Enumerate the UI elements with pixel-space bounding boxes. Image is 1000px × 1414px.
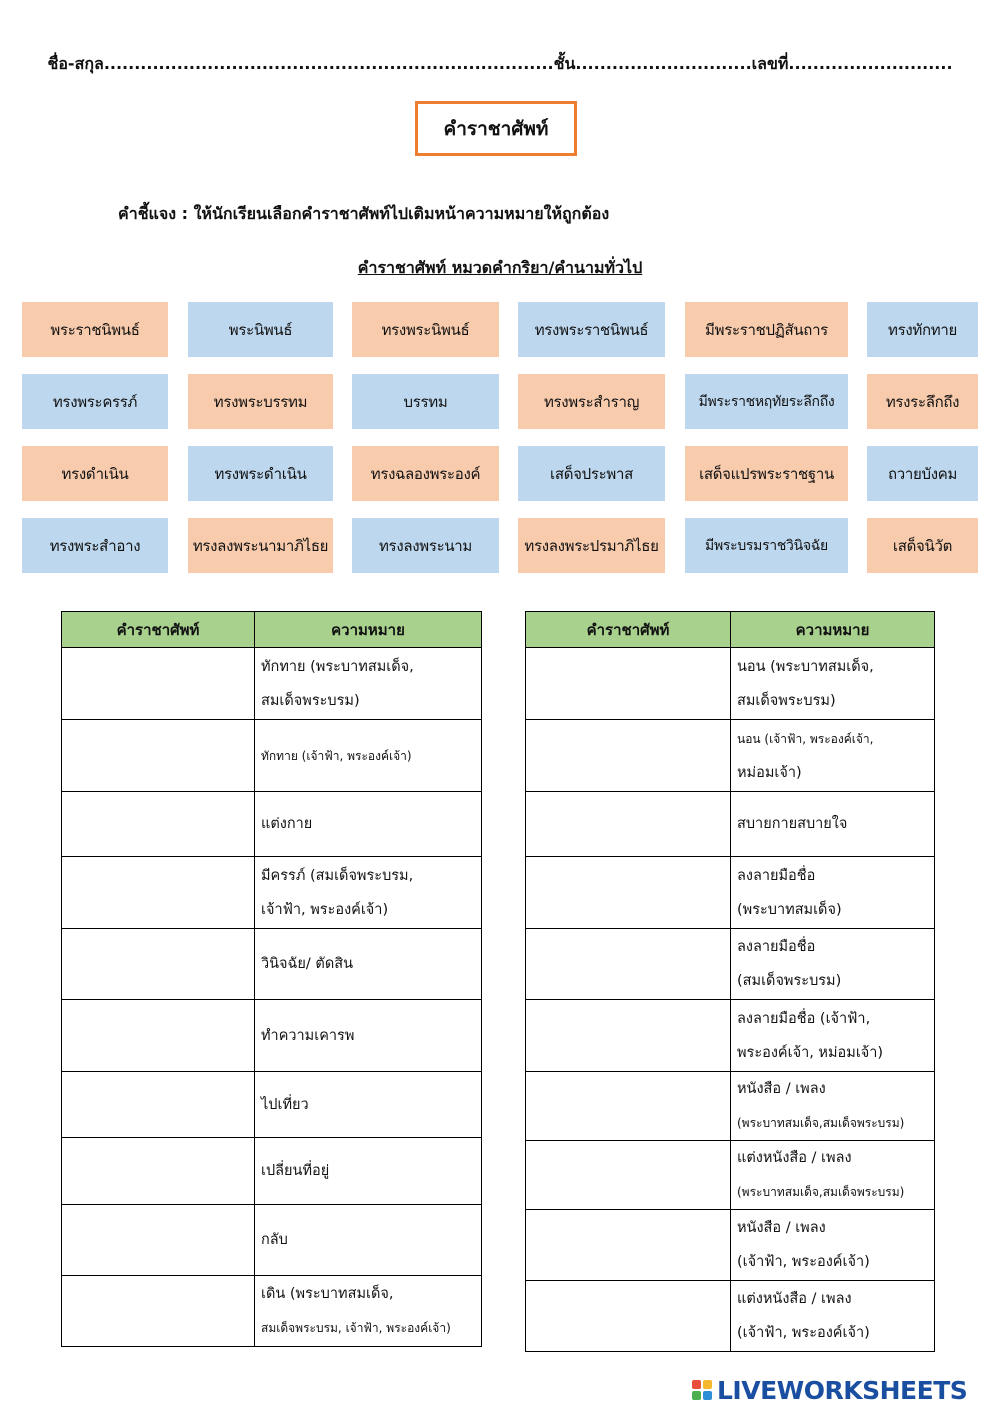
answer-drop-cell[interactable] (62, 1000, 255, 1072)
column-header-meaning: ความหมาย (731, 612, 935, 648)
meaning-line: เจ้าฟ้า, พระองค์เจ้า) (261, 901, 389, 918)
meaning-line: หนังสือ / เพลง (737, 1220, 826, 1236)
meaning-line: (พระบาทสมเด็จ,สมเด็จพระบรม) (737, 1116, 905, 1130)
meaning-line: สมเด็จพระบรม, เจ้าฟ้า, พระองค์เจ้า) (261, 1321, 451, 1335)
meaning-line: (เจ้าฟ้า, พระองค์เจ้า) (737, 1325, 870, 1341)
answer-drop-cell[interactable] (62, 1205, 255, 1276)
meaning-cell (255, 1000, 482, 1072)
meaning-cell (255, 1276, 482, 1347)
answer-drop-cell[interactable] (62, 1138, 255, 1205)
instruction-text: คำชี้แจง : ให้นักเรียนเลือกคำราชาศัพท์ไปเติมหน้าความหมายให้ถูกต้อง (118, 204, 610, 223)
liveworksheets-logo (692, 1374, 992, 1406)
table-row (526, 720, 935, 792)
word-card[interactable]: ทรงพระครรภ์ (22, 374, 168, 429)
meaning-line: เปลี่ยนที่อยู่ (261, 1163, 330, 1179)
meaning-line: แต่งหนังสือ / เพลง (737, 1291, 852, 1307)
table-row (62, 720, 482, 792)
meaning-line: สมเด็จพระบรม) (737, 692, 836, 709)
word-card[interactable]: ทรงระลึกถึง (867, 374, 978, 429)
word-card[interactable]: ทรงพระนิพนธ์ (352, 302, 499, 357)
answer-drop-cell[interactable] (526, 929, 731, 1000)
page-title: คำราชาศัพท์ (415, 101, 577, 156)
meaning-line: ไปเที่ยว (261, 1096, 309, 1113)
answer-drop-cell[interactable] (526, 792, 731, 857)
answer-drop-cell[interactable] (62, 1276, 255, 1347)
column-header-meaning: ความหมาย (255, 612, 482, 648)
meaning-cell (255, 720, 482, 792)
meaning-line: ลงลายมือชื่อ (737, 867, 816, 884)
answer-drop-cell[interactable] (526, 1281, 731, 1352)
table-row (526, 792, 935, 857)
word-card[interactable]: ถวายบังคม (867, 446, 978, 501)
meaning-line: วินิจฉัย/ ตัดสิน (261, 956, 354, 972)
word-card[interactable]: มีพระราชปฏิสันถาร (685, 302, 848, 357)
meaning-cell (731, 1281, 935, 1352)
section-subtitle: คำราชาศัพท์ หมวดคำกริยา/คำนามทั่วไป (357, 258, 643, 277)
word-card[interactable]: ทรงพระบรรทม (188, 374, 333, 429)
table-row (526, 929, 935, 1000)
answer-drop-cell[interactable] (62, 648, 255, 720)
meaning-cell (255, 1138, 482, 1205)
table-row (62, 1072, 482, 1138)
column-header-word: คำราชาศัพท์ (526, 612, 731, 648)
word-card[interactable]: พระนิพนธ์ (188, 302, 333, 357)
column-header-word: คำราชาศัพท์ (62, 612, 255, 648)
meaning-line: นอน (พระบาทสมเด็จ, (737, 658, 874, 675)
word-card[interactable]: ทรงลงพระปรมาภิไธย (518, 518, 665, 573)
word-card[interactable]: เสด็จนิวัต (867, 518, 978, 573)
table-row (526, 1281, 935, 1352)
meaning-line: เดิน (พระบาทสมเด็จ, (261, 1286, 394, 1302)
meaning-cell (731, 1000, 935, 1072)
table-row (62, 792, 482, 857)
answer-drop-cell[interactable] (526, 648, 731, 720)
answer-drop-cell[interactable] (526, 720, 731, 792)
word-card[interactable]: พระราชนิพนธ์ (22, 302, 168, 357)
meaning-cell (255, 792, 482, 857)
table-row (62, 1138, 482, 1205)
table-row (62, 648, 482, 720)
word-card[interactable]: มีพระราชหฤทัยระลึกถึง (685, 374, 848, 429)
meaning-cell (731, 720, 935, 792)
meaning-line: ลงลายมือชื่อ (เจ้าฟ้า, (737, 1010, 871, 1027)
word-card[interactable]: ทรงทักทาย (867, 302, 978, 357)
table-row (526, 1072, 935, 1141)
word-card[interactable]: ทรงพระสำราญ (518, 374, 665, 429)
meaning-line: กลับ (261, 1232, 288, 1248)
answer-table-left (61, 611, 482, 1347)
meaning-cell (731, 1141, 935, 1210)
table-row (526, 648, 935, 720)
meaning-line: แต่งกาย (261, 816, 313, 832)
word-card[interactable]: ทรงลงพระนาม (352, 518, 499, 573)
meaning-line: (สมเด็จพระบรม) (737, 973, 842, 989)
word-card[interactable]: มีพระบรมราชวินิจฉัย (685, 518, 848, 573)
answer-drop-cell[interactable] (526, 1210, 731, 1281)
answer-drop-cell[interactable] (62, 1072, 255, 1138)
table-row (62, 857, 482, 929)
meaning-line: ลงลายมือชื่อ (737, 939, 816, 955)
meaning-line: พระองค์เจ้า, หม่อมเจ้า) (737, 1044, 884, 1061)
word-card[interactable]: ทรงพระราชนิพนธ์ (518, 302, 665, 357)
meaning-cell (731, 857, 935, 929)
answer-drop-cell[interactable] (62, 720, 255, 792)
word-card[interactable]: ทรงดำเนิน (22, 446, 168, 501)
student-info-line: ชื่อ-สกุล..........................................................................ชั้น.............................เลขที่........................... (47, 54, 953, 73)
word-card[interactable]: เสด็จประพาส (518, 446, 665, 501)
meaning-line: มีครรภ์ (สมเด็จพระบรม, (261, 867, 414, 884)
meaning-cell (255, 648, 482, 720)
meaning-line: หนังสือ / เพลง (737, 1081, 826, 1097)
meaning-line: ทักทาย (เจ้าฟ้า, พระองค์เจ้า) (261, 748, 412, 763)
answer-drop-cell[interactable] (62, 857, 255, 929)
table-row (526, 857, 935, 929)
meaning-line: ทักทาย (พระบาทสมเด็จ, (261, 658, 414, 675)
word-card[interactable]: ทรงฉลองพระองค์ (352, 446, 499, 501)
meaning-line: สมเด็จพระบรม) (261, 692, 360, 709)
meaning-cell (255, 857, 482, 929)
answer-drop-cell[interactable] (62, 792, 255, 857)
meaning-line: (พระบาทสมเด็จ,สมเด็จพระบรม) (737, 1185, 905, 1199)
table-row (526, 1000, 935, 1072)
answer-drop-cell[interactable] (526, 1141, 731, 1210)
answer-table-right (525, 611, 935, 1352)
answer-drop-cell[interactable] (526, 1072, 731, 1141)
answer-drop-cell[interactable] (526, 857, 731, 929)
word-card[interactable]: ทรงพระดำเนิน (188, 446, 333, 501)
table-row (526, 1141, 935, 1210)
word-card[interactable]: ทรงพระสำอาง (22, 518, 168, 573)
answer-drop-cell[interactable] (62, 929, 255, 1000)
meaning-cell (731, 1210, 935, 1281)
meaning-cell (731, 792, 935, 857)
meaning-cell (731, 648, 935, 720)
meaning-cell (255, 929, 482, 1000)
table-row (62, 1205, 482, 1276)
meaning-cell (731, 1072, 935, 1141)
table-row (62, 1276, 482, 1347)
word-card[interactable]: บรรทม (352, 374, 499, 429)
meaning-line: (พระบาทสมเด็จ) (737, 901, 842, 918)
meaning-line: นอน (เจ้าฟ้า, พระองค์เจ้า, (737, 731, 874, 746)
meaning-line: แต่งหนังสือ / เพลง (737, 1150, 852, 1166)
meaning-cell (255, 1072, 482, 1138)
logo-mark-icon (692, 1380, 712, 1400)
logo-text: LIVEWORKSHEETS (717, 1375, 968, 1405)
meaning-line: (เจ้าฟ้า, พระองค์เจ้า) (737, 1254, 870, 1270)
meaning-cell (731, 929, 935, 1000)
meaning-line: หม่อมเจ้า) (737, 764, 802, 781)
table-row (62, 929, 482, 1000)
meaning-line: ทำความเคารพ (261, 1027, 355, 1044)
answer-drop-cell[interactable] (526, 1000, 731, 1072)
table-row (526, 1210, 935, 1281)
table-row (62, 1000, 482, 1072)
meaning-line: สบายกายสบายใจ (737, 816, 848, 832)
word-card[interactable]: ทรงลงพระนามาภิไธย (188, 518, 333, 573)
meaning-cell (255, 1205, 482, 1276)
word-card[interactable]: เสด็จแปรพระราชฐาน (685, 446, 848, 501)
